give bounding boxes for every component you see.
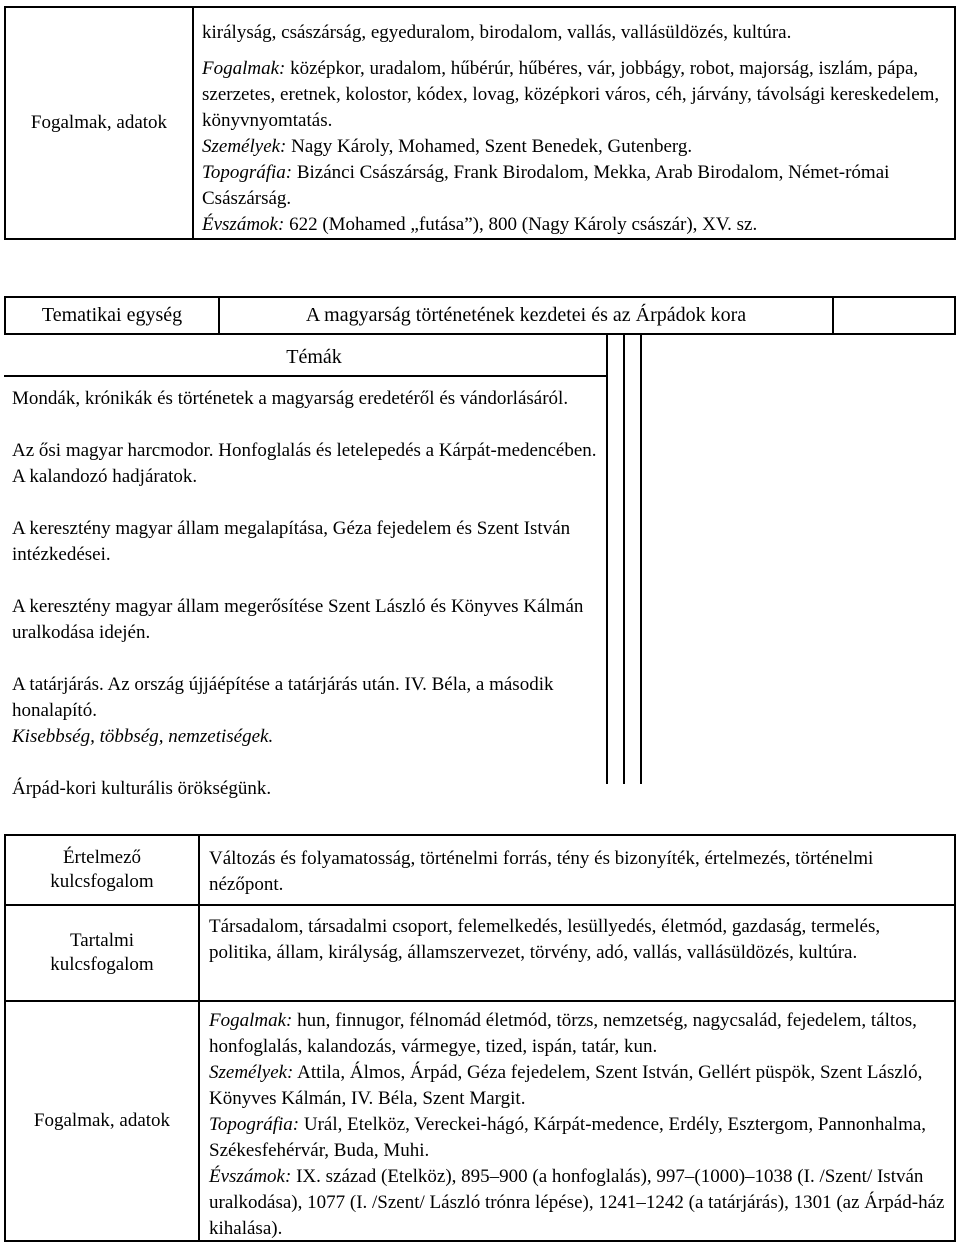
top-fogalmak — [202, 56, 947, 134]
topic-item: Az ősi magyar harcmodor. Honfoglalás és letelepedés a Kárpát-medencében. A kalandozó hadjáratok. — [12, 440, 597, 487]
top-evszamok-label: Évszámok: — [202, 214, 285, 235]
top-evszamok-text: 622 (Mohamed „futása”), 800 (Nagy Károly császár), XV. sz. — [284, 214, 758, 235]
ertelmezo-text-cell — [209, 846, 947, 898]
top-topografia — [202, 160, 947, 212]
topic-item: A tatárjárás. Az ország újjáépítése a tatárjárás után. IV. Béla, a második honalapító. — [12, 674, 554, 721]
concepts-evszamok-text: IX. század (Etelköz), 895–900 (a honfoglalás), 997–(1000)–1038 (I. /Szent/ István uralkodása), 1077 (I. /Szent/ László trónra lépése), 1241–1242 (a tatárjárás), 1301 (az Árpád-ház kihalása). — [209, 1166, 945, 1239]
fogalmak-adatok-text-cell — [209, 1008, 947, 1242]
topic-item: A keresztény magyar állam megerősítése Szent László és Könyves Kálmán uralkodása idején. — [12, 596, 584, 643]
topic-italic: Kisebbség, többség, nemzetiségek. — [12, 726, 274, 747]
concepts-szemelyek-text: Attila, Álmos, Árpád, Géza fejedelem, Szent István, Gellért püspök, Szent László, Könyves Kálmán, IV. Béla, Szent Margit. — [209, 1062, 923, 1109]
top-table — [4, 6, 956, 240]
concepts-evszamok-label: Évszámok: — [209, 1166, 292, 1187]
concepts-topografia — [209, 1112, 947, 1164]
tartalmi-text: Társadalom, társadalmi csoport, felemelkedés, lesüllyedés, életmód, gazdaság, termelés, politika, állam, királyság, államszervezet, törvény, adó, vallás, vallásüldözés, kultúra. — [209, 916, 881, 963]
top-szemelyek-text: Nagy Károly, Mohamed, Szent Benedek, Gutenberg. — [286, 136, 693, 157]
top-content-cell — [202, 20, 947, 238]
temak-col-divider-1 — [606, 334, 608, 784]
unit-header-bottom — [4, 333, 956, 335]
temak-heading-underline — [4, 375, 608, 377]
unit-label: Tematikai egység — [41, 303, 183, 326]
unit-title-cell — [220, 296, 832, 333]
ertelmezo-text: Változás és folyamatosság, történelmi forrás, tény és bizonyíték, értelmezés, történelmi nézőpont. — [209, 848, 874, 895]
tartalmi-label-cell — [6, 905, 198, 1000]
top-evszamok — [202, 212, 947, 238]
concepts-evszamok — [209, 1164, 947, 1242]
concepts-fogalmak — [209, 1008, 947, 1060]
fogalmak-adatok-label-cell — [6, 1001, 198, 1240]
top-label: Fogalmak, adatok — [30, 112, 168, 133]
top-label-cell — [14, 6, 184, 240]
top-topografia-label: Topográfia: — [202, 162, 293, 183]
unit-label-cell — [6, 296, 218, 333]
topic-item: Mondák, krónikák és történetek a magyarság eredetéről és vándorlásáról. — [12, 388, 569, 409]
topic-item: A keresztény magyar állam megalapítása, Géza fejedelem és Szent István intézkedései. — [12, 518, 571, 565]
fogalmak-adatok-label: Fogalmak, adatok — [33, 1109, 171, 1131]
top-topografia-text: Bizánci Császárság, Frank Birodalom, Mekka, Arab Birodalom, Német-római Császárság. — [202, 162, 890, 209]
ertelmezo-label: Értelmező kulcsfogalom — [50, 846, 154, 892]
tartalmi-label: Tartalmi kulcsfogalom — [50, 929, 154, 975]
temak-col-divider-3 — [640, 334, 642, 784]
top-line1: királyság, császárság, egyeduralom, birodalom, vallás, vallásüldözés, kultúra. — [202, 22, 792, 43]
tartalmi-text-cell — [209, 914, 947, 966]
unit-title: A magyarság történetének kezdetei és az Árpádok kora — [305, 303, 747, 326]
top-szemelyek — [202, 134, 947, 160]
top-table-border-right — [954, 6, 956, 240]
top-fogalmak-label: Fogalmak: — [202, 58, 286, 79]
concepts-topografia-label: Topográfia: — [209, 1114, 300, 1135]
top-szemelyek-label: Személyek: — [202, 136, 287, 157]
top-table-border-left — [4, 6, 6, 240]
unit-right-border — [954, 296, 956, 334]
topics-list — [12, 386, 602, 802]
top-table-divider — [192, 6, 194, 240]
concepts-right-border — [954, 834, 956, 1242]
concepts-topografia-text: Urál, Etelköz, Vereckei-hágó, Kárpát-medence, Erdély, Esztergom, Pannonhalma, Székesfehérvár, Buda, Muhi. — [209, 1114, 927, 1161]
temak-col-divider-2 — [623, 334, 625, 784]
concepts-szemelyek-label: Személyek: — [209, 1062, 294, 1083]
concepts-fogalmak-label: Fogalmak: — [209, 1010, 293, 1031]
topic-last: Árpád-kori kulturális örökségünk. — [12, 778, 272, 799]
concepts-szemelyek — [209, 1060, 947, 1112]
concepts-col-divider — [198, 834, 200, 1242]
unit-title-divider — [832, 296, 834, 334]
concepts-fogalmak-text: hun, finnugor, félnomád életmód, törzs, nemzetség, nagycsalád, fejedelem, táltos, honfoglalás, kalandozás, vármegye, tized, ispán, tatár, kun. — [209, 1010, 917, 1057]
temak-heading-cell — [4, 344, 624, 370]
top-fogalmak-text: középkor, uradalom, hűbérúr, hűbéres, vár, jobbágy, robot, majorság, iszlám, pápa, szerzetes, eretnek, kolostor, kódex, lovag, középkori város, céh, járvány, távolsági kereskedelem, könyvnyomtatás. — [202, 58, 940, 131]
temak-heading: Témák — [286, 346, 342, 368]
ertelmezo-label-cell — [6, 835, 198, 904]
